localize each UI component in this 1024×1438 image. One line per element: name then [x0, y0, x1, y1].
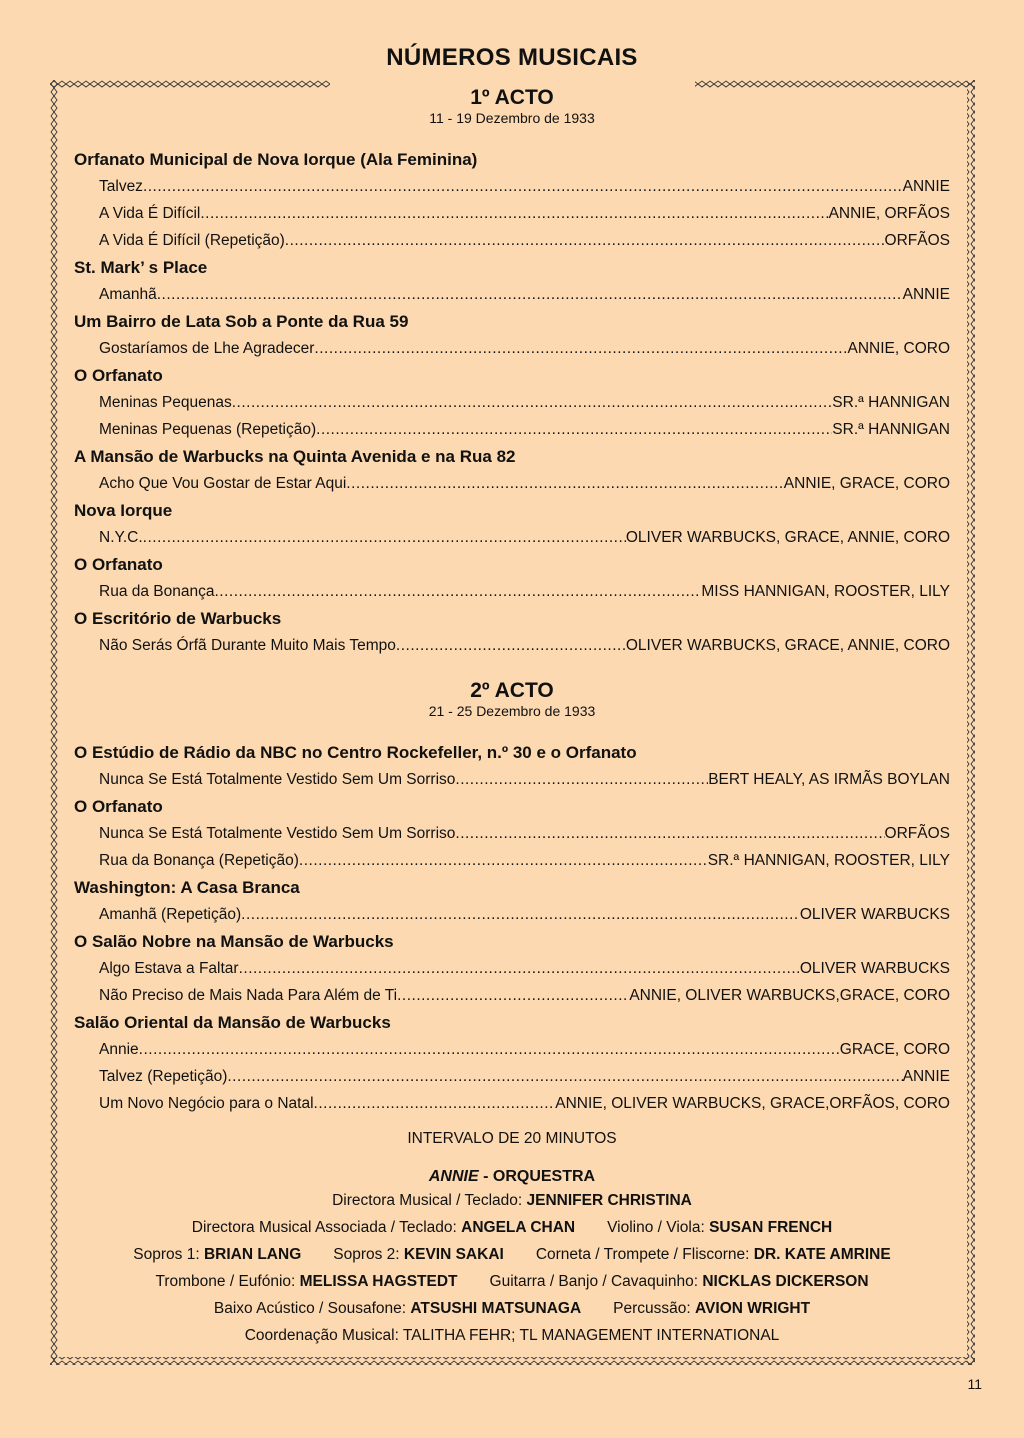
- song-title: Rua da Bonança: [99, 583, 215, 600]
- credit-name: ATSUSHI MATSUNAGA: [410, 1300, 582, 1317]
- song-cast: GRACE, CORO: [839, 1041, 950, 1058]
- song-title: Meninas Pequenas: [99, 394, 232, 411]
- dot-leader: [299, 847, 708, 874]
- song-cast: ORFÃOS: [884, 232, 950, 249]
- song-cast: SR.ª HANNIGAN: [832, 421, 950, 438]
- credit-name: KEVIN SAKAI: [403, 1246, 504, 1263]
- song-title: Nunca Se Está Totalmente Vestido Sem Um Sorriso: [99, 825, 456, 842]
- scene-heading: O Escritório de Warbucks: [74, 609, 282, 628]
- song-title: Amanhã (Repetição): [99, 906, 242, 923]
- dot-leader: [214, 578, 701, 605]
- credit-name: AVION WRIGHT: [695, 1300, 811, 1317]
- credit-role: Trombone / Eufónio:: [155, 1273, 300, 1290]
- orchestra-credits: [74, 1187, 950, 1322]
- song-title: Não Serás Órfã Durante Muito Mais Tempo: [99, 637, 396, 654]
- song-row: [74, 524, 950, 551]
- song-cast: OLIVER WARBUCKS, GRACE, ANNIE, CORO: [625, 637, 950, 654]
- song-row: [74, 1090, 950, 1117]
- credit-name: BRIAN LANG: [203, 1246, 302, 1263]
- credit-role: Corneta / Trompete / Fliscorne:: [535, 1246, 754, 1263]
- dot-leader: [157, 281, 903, 308]
- dot-leader: [232, 389, 833, 416]
- dot-leader: [455, 820, 884, 847]
- orchestra-title-rest: - ORQUESTRA: [478, 1168, 596, 1185]
- song-title: Amanhã: [99, 286, 157, 303]
- song-title: Não Preciso de Mais Nada Para Além de Ti: [99, 987, 398, 1004]
- song-cast: ANNIE: [902, 1068, 950, 1085]
- credit-role: Directora Musical / Teclado:: [332, 1192, 527, 1209]
- page-number: 11: [967, 1376, 982, 1392]
- dot-leader: [139, 1036, 840, 1063]
- orchestra-credit: [607, 1219, 832, 1236]
- orchestra-credit: [333, 1246, 504, 1263]
- song-row: [74, 1063, 950, 1090]
- act2-scenes: [74, 739, 950, 1117]
- act2-dates: 21 - 25 Dezembro de 1933: [428, 703, 596, 719]
- song-row: [74, 820, 950, 847]
- orchestra-credit: [332, 1192, 692, 1209]
- scene-heading: Orfanato Municipal de Nova Iorque (Ala Feminina): [74, 150, 478, 169]
- scene-heading: St. Mark’ s Place: [74, 258, 208, 277]
- act2-title: 2º ACTO: [470, 679, 554, 702]
- song-row: [74, 281, 950, 308]
- song-row: [74, 632, 950, 659]
- song-row: [74, 173, 950, 200]
- song-cast: BERT HEALY, AS IRMÃS BOYLAN: [708, 771, 950, 788]
- song-title: Gostaríamos de Lhe Agradecer: [99, 340, 315, 357]
- act1-scenes: [74, 146, 950, 659]
- song-row: [74, 766, 950, 793]
- musical-numbers-list: [74, 86, 950, 1349]
- song-title: A Vida É Difícil: [99, 205, 201, 222]
- orchestra-credit: [613, 1300, 810, 1317]
- song-title: Um Novo Negócio para o Natal: [99, 1095, 314, 1112]
- credit-name: NICKLAS DICKERSON: [702, 1273, 869, 1290]
- song-cast: OLIVER WARBUCKS, GRACE, ANNIE, CORO: [625, 529, 950, 546]
- act1-dates: 11 - 19 Dezembro de 1933: [429, 110, 595, 126]
- song-cast: ANNIE, GRACE, CORO: [783, 475, 950, 492]
- song-row: [74, 847, 950, 874]
- orchestra-credit: [133, 1246, 301, 1263]
- dot-leader: [285, 227, 885, 254]
- orchestra-credit: [490, 1273, 869, 1290]
- song-title: Annie: [99, 1041, 139, 1058]
- scene-heading: Washington: A Casa Branca: [74, 878, 300, 897]
- scene-heading: O Salão Nobre na Mansão de Warbucks: [74, 932, 394, 951]
- song-cast: OLIVER WARBUCKS: [799, 960, 950, 977]
- scene-heading: A Mansão de Warbucks na Quinta Avenida e na Rua 82: [74, 447, 516, 466]
- dot-leader: [227, 1063, 902, 1090]
- credit-role: Percussão:: [613, 1300, 695, 1317]
- song-row: [74, 901, 950, 928]
- dot-leader: [241, 901, 800, 928]
- scene-heading: O Orfanato: [74, 366, 163, 385]
- dot-leader: [316, 416, 832, 443]
- song-title: Meninas Pequenas (Repetição): [99, 421, 317, 438]
- song-title: Acho Que Vou Gostar de Estar Aqui: [99, 475, 347, 492]
- dot-leader: [314, 335, 847, 362]
- dot-leader: [314, 1090, 556, 1117]
- credit-name: SUSAN FRENCH: [709, 1219, 833, 1236]
- song-row: [74, 389, 950, 416]
- song-title: Algo Estava a Faltar: [99, 960, 239, 977]
- song-cast: ANNIE, CORO: [847, 340, 950, 357]
- orchestra-title: [74, 1167, 950, 1187]
- song-cast: MISS HANNIGAN, ROOSTER, LILY: [701, 583, 950, 600]
- orchestra-line: [74, 1187, 950, 1214]
- song-title: N.Y.C.: [99, 529, 143, 546]
- song-title: Talvez: [99, 178, 143, 195]
- song-title: Rua da Bonança (Repetição): [99, 852, 299, 869]
- song-cast: ANNIE, OLIVER WARBUCKS, GRACE,ORFÃOS, CORO: [555, 1095, 950, 1112]
- credit-role: Sopros 1:: [133, 1246, 204, 1263]
- dot-leader: [143, 524, 626, 551]
- orchestra-credit: [192, 1219, 575, 1236]
- act1-title: 1º ACTO: [470, 86, 554, 109]
- scene-heading: Nova Iorque: [74, 501, 173, 520]
- dot-leader: [346, 470, 783, 497]
- scene-heading: Salão Oriental da Mansão de Warbucks: [74, 1013, 391, 1032]
- song-row: [74, 200, 950, 227]
- song-cast: ANNIE, ORFÃOS: [828, 205, 950, 222]
- song-cast: ANNIE, OLIVER WARBUCKS,GRACE, CORO: [629, 987, 950, 1004]
- credit-name: JENNIFER CHRISTINA: [526, 1192, 692, 1209]
- dot-leader: [143, 173, 903, 200]
- credit-role: Directora Musical Associada / Teclado:: [191, 1219, 462, 1236]
- credit-role: Baixo Acústico / Sousafone:: [213, 1300, 411, 1317]
- orchestra-credit: [536, 1246, 891, 1263]
- song-row: [74, 470, 950, 497]
- orchestra-credit: [214, 1300, 581, 1317]
- credit-role: Guitarra / Banjo / Cavaquinho:: [489, 1273, 703, 1290]
- song-title: Nunca Se Está Totalmente Vestido Sem Um Sorriso: [99, 771, 456, 788]
- credit-name: DR. KATE AMRINE: [753, 1246, 891, 1263]
- song-cast: OLIVER WARBUCKS: [799, 906, 950, 923]
- song-cast: ANNIE: [902, 286, 950, 303]
- page-title: NÚMEROS MUSICAIS: [386, 44, 638, 71]
- scene-heading: Um Bairro de Lata Sob a Ponte da Rua 59: [74, 312, 409, 331]
- coordination-credit: Coordenação Musical: TALITHA FEHR; TL MANAGEMENT INTERNATIONAL: [244, 1327, 780, 1344]
- song-row: [74, 578, 950, 605]
- song-row: [74, 227, 950, 254]
- credit-name: ANGELA CHAN: [461, 1219, 576, 1236]
- credit-role: Violino / Viola:: [607, 1219, 710, 1236]
- song-row: [74, 982, 950, 1009]
- song-row: [74, 335, 950, 362]
- dot-leader: [455, 766, 708, 793]
- dot-leader: [200, 200, 828, 227]
- orchestra-line: [74, 1268, 950, 1295]
- dot-leader: [396, 632, 626, 659]
- song-row: [74, 1036, 950, 1063]
- song-title: A Vida É Difícil (Repetição): [99, 232, 285, 249]
- song-title: Talvez (Repetição): [99, 1068, 228, 1085]
- dot-leader: [239, 955, 800, 982]
- song-cast: ANNIE: [902, 178, 950, 195]
- song-row: [74, 416, 950, 443]
- song-cast: ORFÃOS: [884, 825, 950, 842]
- orchestra-credit: [155, 1273, 457, 1290]
- credit-role: Sopros 2:: [333, 1246, 404, 1263]
- scene-heading: O Estúdio de Rádio da NBC no Centro Rockefeller, n.º 30 e o Orfanato: [74, 743, 637, 762]
- scene-heading: O Orfanato: [74, 797, 163, 816]
- orchestra-title-italic: ANNIE: [428, 1168, 479, 1185]
- orchestra-line: [74, 1295, 950, 1322]
- scene-heading: O Orfanato: [74, 555, 163, 574]
- intermission-note: INTERVALO DE 20 MINUTOS: [407, 1130, 617, 1147]
- credit-name: MELISSA HAGSTEDT: [299, 1273, 458, 1290]
- song-cast: SR.ª HANNIGAN: [832, 394, 950, 411]
- song-row: [74, 955, 950, 982]
- orchestra-line: [74, 1214, 950, 1241]
- dot-leader: [397, 982, 629, 1009]
- song-cast: SR.ª HANNIGAN, ROOSTER, LILY: [707, 852, 950, 869]
- orchestra-line: [74, 1241, 950, 1268]
